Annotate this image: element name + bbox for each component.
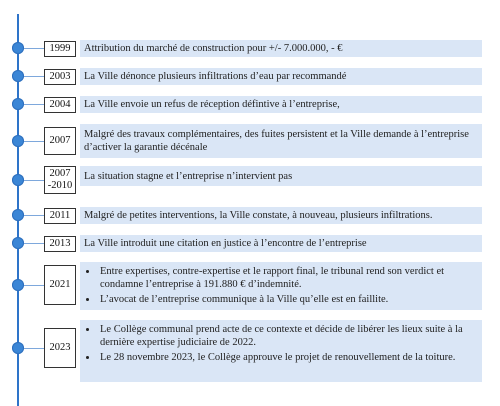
event-text: La Ville introduit une citation en justice à l’encontre de l’entreprise [84, 238, 367, 249]
event-text: Malgré des travaux complémentaires, des fuites persistent et la Ville demande à l’entreprise d’activer la garantie décénale [84, 129, 469, 153]
event-text: La situation stagne et l’entreprise n’intervient pas [84, 170, 293, 182]
event-text: La Ville dénonce plusieurs infiltrations d’eau par recommandé [84, 71, 347, 82]
timeline-dot [12, 174, 24, 186]
timeline-connector [24, 348, 44, 349]
event-description [80, 40, 482, 57]
year-label: 2007 [44, 127, 76, 155]
timeline-dot [12, 209, 24, 221]
timeline-connector [24, 104, 44, 105]
timeline-dot [12, 42, 24, 54]
timeline-dot [12, 98, 24, 110]
event-bullet: • Le Collège communal prend acte de ce contexte et décide de libérer les lieux suite à la dernière expertise judiciaire de 2022. [98, 323, 478, 349]
event-bullet: • L’avocat de l’entreprise communique à la Ville qu’elle est en faillite. [98, 293, 478, 306]
event-description [80, 68, 482, 85]
event-bullet: • Le 28 novembre 2023, le Collège approuve le projet de renouvellement de la toiture. [98, 351, 478, 364]
event-description [80, 235, 482, 252]
timeline-dot [12, 237, 24, 249]
event-text: La Ville envoie un refus de réception défintive à l’entreprise, [84, 99, 340, 110]
timeline-connector [24, 48, 44, 49]
event-bullet: • Entre expertises, contre-expertise et le rapport final, le tribunal rend son verdict et condamne l’entreprise à 191.880 € d’indemnité. [98, 265, 478, 291]
event-description [80, 124, 482, 158]
timeline-connector [24, 180, 44, 181]
event-text: Malgré de petites interventions, la Ville constate, à nouveau, plusieurs infiltrations. [84, 210, 433, 221]
year-label: 2021 [44, 265, 76, 305]
event-bullet-list [84, 265, 478, 308]
year-label: 1999 [44, 41, 76, 57]
year-label: 2004 [44, 97, 76, 113]
event-description [80, 96, 482, 113]
year-label: 2007 -2010 [44, 166, 76, 194]
timeline-dot [12, 342, 24, 354]
year-label: 2011 [44, 208, 76, 224]
event-description [80, 166, 482, 186]
timeline-dot [12, 279, 24, 291]
event-description [80, 262, 482, 310]
timeline-connector [24, 76, 44, 77]
timeline-connector [24, 141, 44, 142]
timeline-connector [24, 243, 44, 244]
timeline-connector [24, 215, 44, 216]
timeline-connector [24, 285, 44, 286]
year-label: 2003 [44, 69, 76, 85]
event-bullet-list [84, 323, 478, 366]
year-label: 2023 [44, 328, 76, 368]
event-description [80, 320, 482, 382]
event-description [80, 207, 482, 224]
event-text: Attribution du marché de construction pour +/- 7.000.000, - € [84, 43, 343, 54]
year-label: 2013 [44, 236, 76, 252]
timeline-dot [12, 70, 24, 82]
timeline-dot [12, 135, 24, 147]
